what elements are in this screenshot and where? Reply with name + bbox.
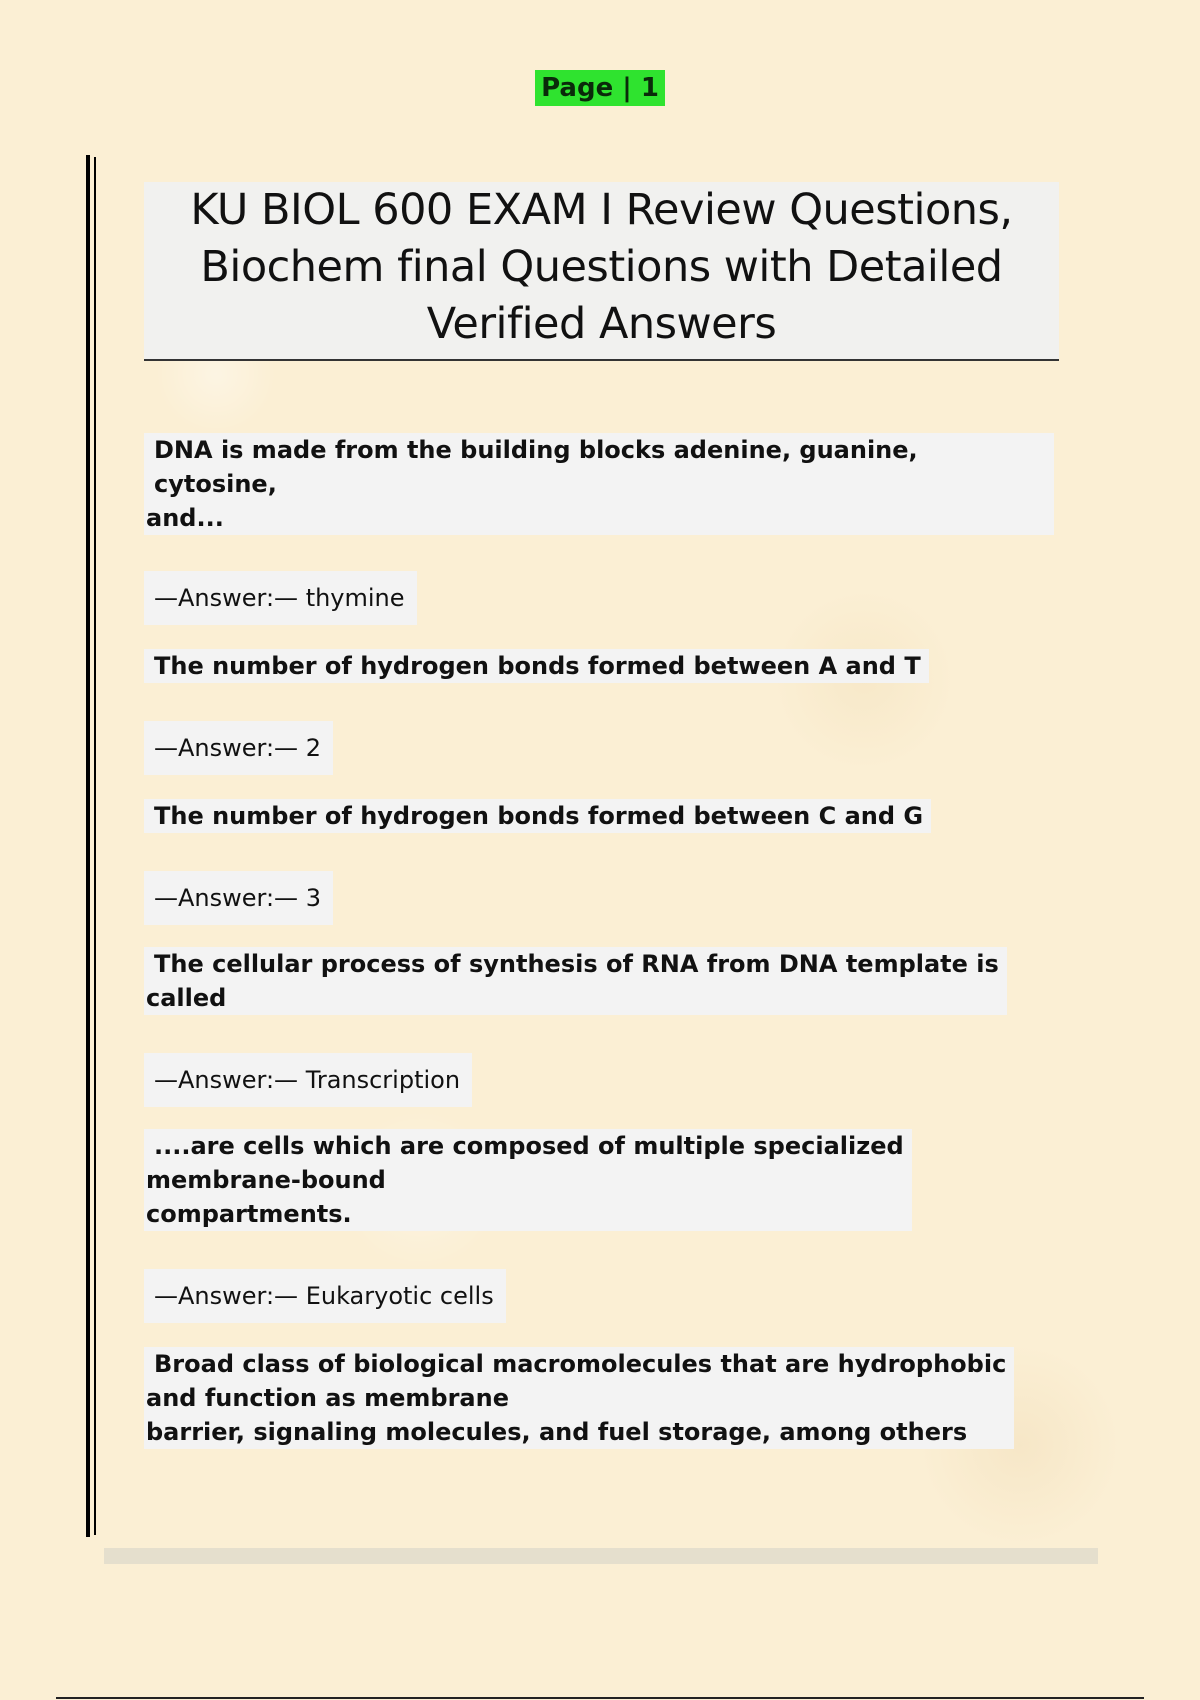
answer-text: —Answer:— Eukaryotic cells xyxy=(144,1269,506,1323)
question-line: and function as membrane xyxy=(146,1384,509,1412)
bottom-rule xyxy=(56,1697,1144,1699)
answer-text: —Answer:— Transcription xyxy=(144,1053,472,1107)
question-line: and... xyxy=(146,504,224,532)
question-text xyxy=(144,947,1007,1015)
qa-item xyxy=(144,1129,1059,1323)
page-number-label: Page | 1 xyxy=(535,70,665,106)
question-line: The cellular process of synthesis of RNA from DNA template is xyxy=(154,950,999,978)
title-line: Verified Answers xyxy=(426,299,777,349)
question-line: called xyxy=(146,984,227,1012)
question-text xyxy=(144,799,931,833)
question-line: membrane-bound xyxy=(146,1166,386,1194)
left-border-rule xyxy=(86,155,92,1537)
page-number xyxy=(0,70,1200,106)
title-line: Biochem final Questions with Detailed xyxy=(200,242,1003,292)
question-line: barrier, signaling molecules, and fuel storage, among others xyxy=(146,1418,968,1446)
qa-item xyxy=(144,649,1059,775)
question-text xyxy=(144,1347,1014,1449)
document-title xyxy=(144,182,1059,361)
answer-text: —Answer:— 3 xyxy=(144,871,333,925)
answer-text: —Answer:— 2 xyxy=(144,721,333,775)
qa-item xyxy=(144,947,1059,1107)
question-text xyxy=(144,433,1054,535)
question-line: compartments. xyxy=(146,1200,352,1228)
question-line: ....are cells which are composed of multiple specialized xyxy=(154,1132,904,1160)
question-text xyxy=(144,649,929,683)
qa-item xyxy=(144,1347,1059,1449)
question-line: Broad class of biological macromolecules that are hydrophobic xyxy=(154,1350,1007,1378)
answer-text: —Answer:— thymine xyxy=(144,571,417,625)
question-line: The number of hydrogen bonds formed between C and G xyxy=(154,802,924,830)
question-line: DNA is made from the building blocks adenine, guanine, cytosine, xyxy=(154,436,918,498)
question-text xyxy=(144,1129,912,1231)
question-line: The number of hydrogen bonds formed between A and T xyxy=(154,652,921,680)
qa-item xyxy=(144,799,1059,925)
footer-bar xyxy=(104,1548,1098,1564)
document-content xyxy=(144,182,1059,1449)
title-line: KU BIOL 600 EXAM I Review Questions, xyxy=(190,185,1013,235)
qa-item xyxy=(144,433,1059,625)
